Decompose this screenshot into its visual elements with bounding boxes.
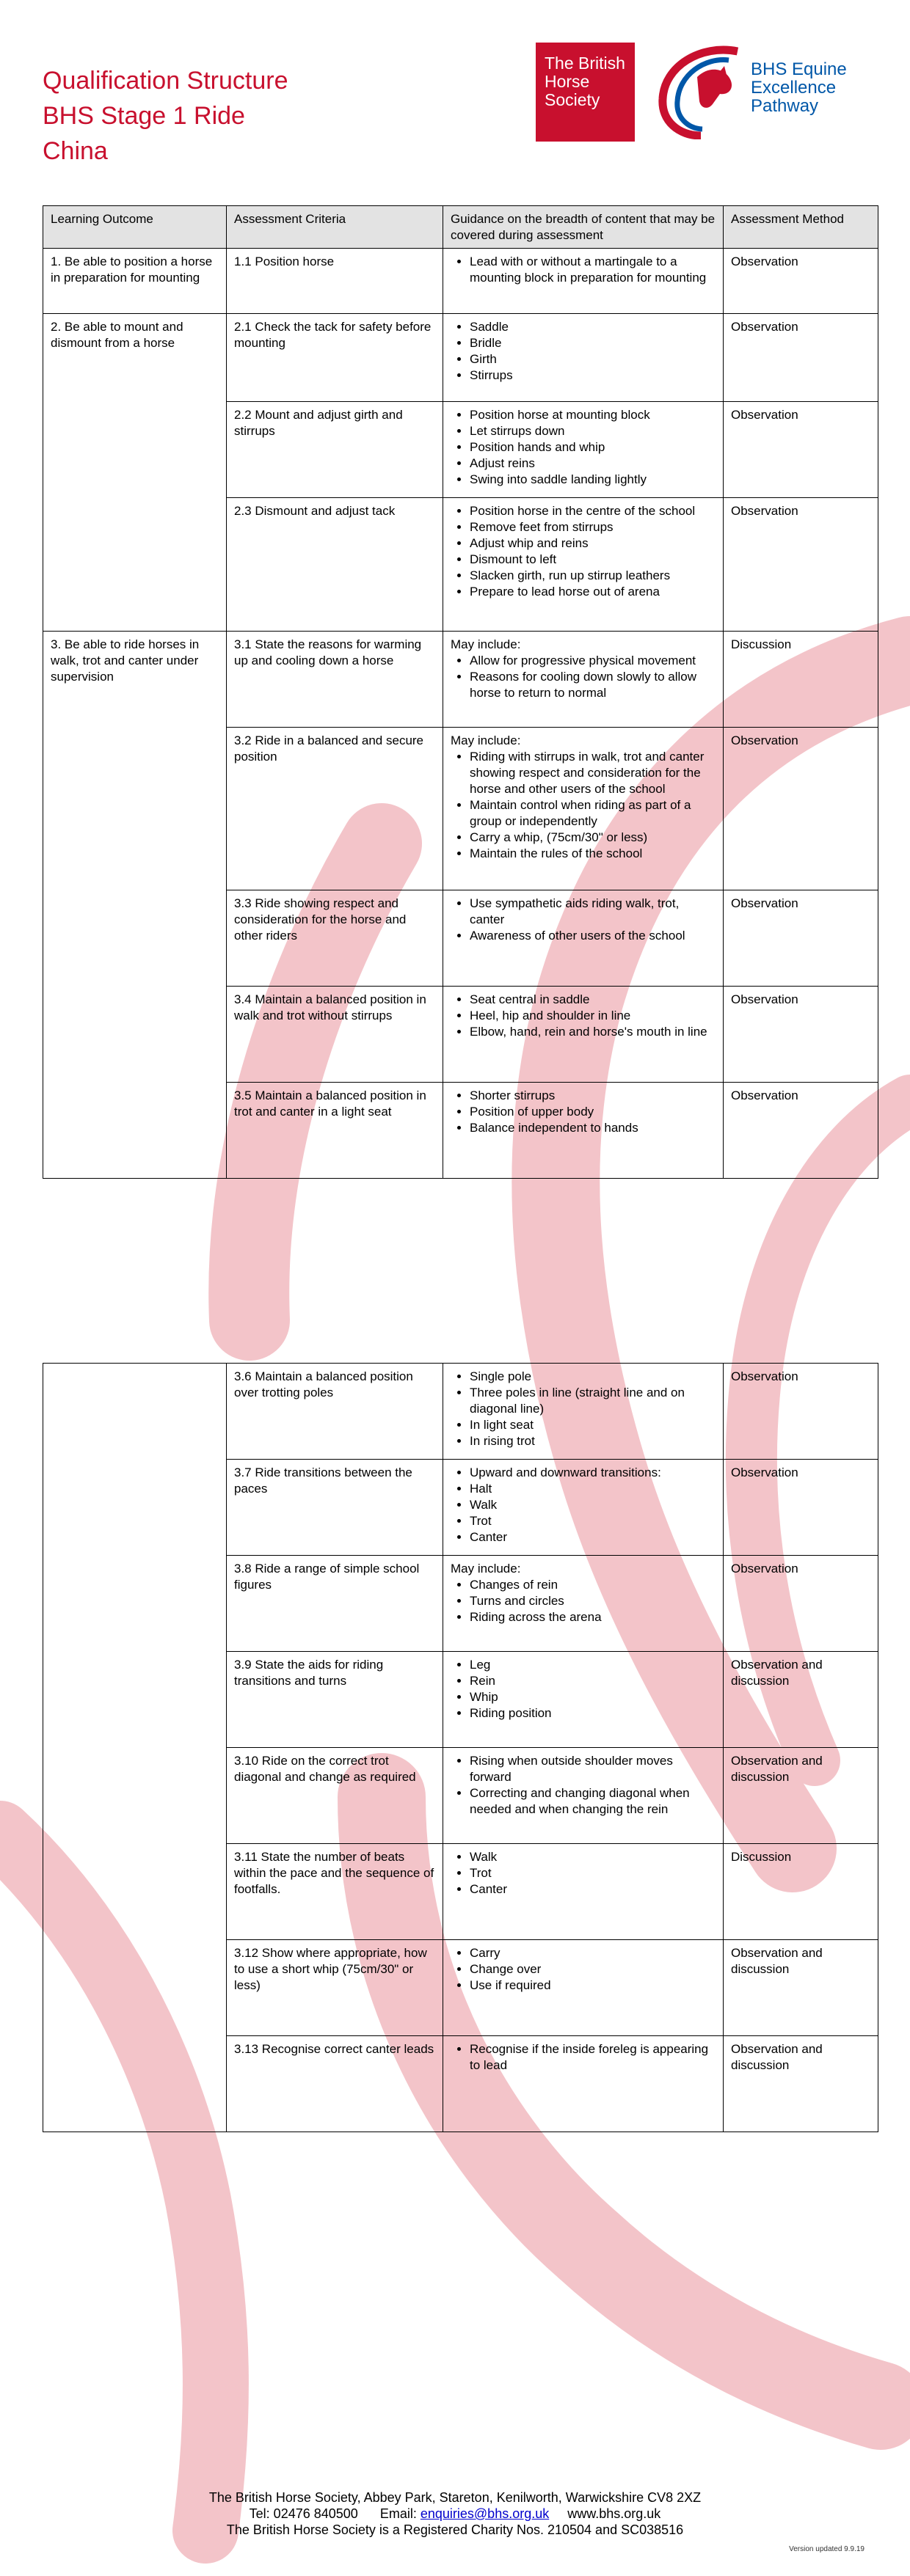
guidance-item: • Correcting and changing diagonal when needed and when changing the rein: [470, 1785, 716, 1818]
guidance-list: [451, 319, 716, 384]
method-cell: Observation: [724, 1460, 878, 1556]
method-cell: Observation: [724, 1083, 878, 1179]
pathway-logo-text: BHS Equine Excellence Pathway: [751, 59, 847, 116]
criteria-cell: 3.11 State the number of beats within the pace and the sequence of footfalls.: [227, 1844, 443, 1940]
footer-contact: [0, 2506, 910, 2522]
guidance-cell: [443, 1083, 724, 1179]
guidance-item: • Saddle: [470, 319, 716, 335]
guidance-cell: [443, 1460, 724, 1556]
criteria-cell: 3.4 Maintain a balanced position in walk and trot without stirrups: [227, 987, 443, 1083]
qualification-table-page-2: [43, 1363, 878, 2132]
guidance-item: • Use if required: [470, 1977, 716, 1994]
footer-address: The British Horse Society, Abbey Park, Stareton, Kenilworth, Warwickshire CV8 2XZ: [208, 2490, 702, 2505]
bhs-logo: [536, 43, 635, 142]
criteria-cell: 3.13 Recognise correct canter leads: [227, 2036, 443, 2132]
table-row: [43, 249, 878, 314]
criteria-cell: 3.2 Ride in a balanced and secure position: [227, 728, 443, 890]
criteria-cell: 3.8 Ride a range of simple school figures: [227, 1556, 443, 1652]
guidance-item: • Walk: [470, 1849, 716, 1865]
guidance-cell: [443, 1844, 724, 1940]
guidance-item: • Adjust whip and reins: [470, 535, 716, 552]
guidance-list: [451, 254, 716, 286]
guidance-item: • Dismount to left: [470, 552, 716, 568]
method-cell: Observation and discussion: [724, 2036, 878, 2132]
guidance-item: • Let stirrups down: [470, 423, 716, 439]
guidance-cell: [443, 1748, 724, 1844]
criteria-cell: 3.9 State the aids for riding transitions and turns: [227, 1652, 443, 1748]
criteria-cell: 3.3 Ride showing respect and consideration for the horse and other riders: [227, 890, 443, 987]
guidance-item: • Halt: [470, 1481, 716, 1497]
guidance-item: • Carry a whip, (75cm/30" or less): [470, 830, 716, 846]
criteria-cell: 3.10 Ride on the correct trot diagonal and change as required: [227, 1748, 443, 1844]
guidance-item: • Whip: [470, 1689, 716, 1705]
guidance-cell: [443, 402, 724, 498]
guidance-list: [451, 1577, 716, 1625]
guidance-item: • Position hands and whip: [470, 439, 716, 455]
guidance-intro: May include:: [451, 637, 521, 651]
guidance-item: • Slacken girth, run up stirrup leathers: [470, 568, 716, 584]
guidance-list: [451, 1945, 716, 1994]
guidance-intro: May include:: [451, 1562, 521, 1576]
guidance-item: • Maintain control when riding as part of a group or independently: [470, 797, 716, 830]
guidance-list: [451, 1369, 716, 1449]
guidance-list: [451, 1753, 716, 1818]
header-guidance: Guidance on the breadth of content that may be covered during assessment: [443, 206, 724, 249]
guidance-item: • Canter: [470, 1529, 716, 1545]
guidance-item: • Trot: [470, 1513, 716, 1529]
footer-website: www.bhs.org.uk: [567, 2506, 661, 2521]
title-line-2: BHS Stage 1 Ride: [43, 102, 245, 130]
guidance-item: • Position horse in the centre of the school: [470, 503, 716, 519]
table-header-row: [43, 206, 878, 249]
guidance-cell: [443, 2036, 724, 2132]
guidance-item: • Single pole: [470, 1369, 716, 1385]
guidance-item: • Adjust reins: [470, 455, 716, 472]
header-assessment-method: Assessment Method: [724, 206, 878, 249]
guidance-cell: [443, 314, 724, 402]
guidance-list: [451, 503, 716, 600]
method-cell: Observation: [724, 890, 878, 987]
guidance-item: • Lead with or without a martingale to a mounting block in preparation for mounting: [470, 254, 716, 286]
title-line-3: China: [43, 137, 108, 165]
guidance-item: • Change over: [470, 1961, 716, 1977]
method-cell: Observation and discussion: [724, 1748, 878, 1844]
method-cell: Observation: [724, 498, 878, 632]
guidance-intro: May include:: [451, 733, 521, 747]
guidance-item: • Upward and downward transitions:: [470, 1465, 716, 1481]
criteria-cell: 2.2 Mount and adjust girth and stirrups: [227, 402, 443, 498]
guidance-item: • Seat central in saddle: [470, 992, 716, 1008]
method-cell: Discussion: [724, 1844, 878, 1940]
method-cell: Observation and discussion: [724, 1652, 878, 1748]
guidance-list: [451, 749, 716, 862]
guidance-item: • Elbow, hand, rein and horse's mouth in line: [470, 1024, 716, 1040]
guidance-item: • In rising trot: [470, 1433, 716, 1449]
guidance-item: • Prepare to lead horse out of arena: [470, 584, 716, 600]
learning-outcome-empty: [43, 1364, 227, 2132]
guidance-item: • Riding across the arena: [470, 1609, 716, 1625]
guidance-item: • Rein: [470, 1673, 716, 1689]
table-row: [43, 1364, 878, 1460]
guidance-list: [451, 1657, 716, 1721]
method-cell: Observation: [724, 1364, 878, 1460]
guidance-list: [451, 2041, 716, 2074]
guidance-item: • Allow for progressive physical movement: [470, 653, 716, 669]
guidance-item: • Turns and circles: [470, 1593, 716, 1609]
guidance-item: • Leg: [470, 1657, 716, 1673]
guidance-item: • Bridle: [470, 335, 716, 351]
guidance-item: • Stirrups: [470, 367, 716, 384]
table-row: [43, 632, 878, 728]
method-cell: Observation: [724, 402, 878, 498]
guidance-item: • Canter: [470, 1881, 716, 1898]
guidance-item: • Balance independent to hands: [470, 1120, 716, 1136]
horse-head-icon: [657, 44, 749, 139]
method-cell: Observation: [724, 314, 878, 402]
guidance-item: • Recognise if the inside foreleg is appearing to lead: [470, 2041, 716, 2074]
guidance-item: • Awareness of other users of the school: [470, 928, 716, 944]
criteria-cell: 2.1 Check the tack for safety before mounting: [227, 314, 443, 402]
guidance-item: • Remove feet from stirrups: [470, 519, 716, 535]
guidance-item: • Walk: [470, 1497, 716, 1513]
guidance-item: • Swing into saddle landing lightly: [470, 472, 716, 488]
guidance-item: • Position horse at mounting block: [470, 407, 716, 423]
guidance-item: • Rising when outside shoulder moves forward: [470, 1753, 716, 1785]
criteria-cell: 3.7 Ride transitions between the paces: [227, 1460, 443, 1556]
footer-charity: The British Horse Society is a Registered Charity Nos. 210504 and SC038516: [226, 2522, 684, 2537]
guidance-cell: [443, 498, 724, 632]
footer-email-label: Email:: [379, 2506, 417, 2521]
guidance-item: • Trot: [470, 1865, 716, 1881]
guidance-cell: [443, 1364, 724, 1460]
guidance-list: [451, 992, 716, 1040]
method-cell: Observation: [724, 249, 878, 314]
guidance-list: [451, 1088, 716, 1136]
criteria-cell: 1.1 Position horse: [227, 249, 443, 314]
table-row: [43, 314, 878, 402]
method-cell: Observation: [724, 987, 878, 1083]
guidance-item: • Maintain the rules of the school: [470, 846, 716, 862]
version-note: Version updated 9.9.19: [789, 2545, 864, 2553]
guidance-item: • Three poles in line (straight line and on diagonal line): [470, 1385, 716, 1417]
qualification-table-page-1: [43, 205, 878, 1179]
criteria-cell: 3.1 State the reasons for warming up and cooling down a horse: [227, 632, 443, 728]
method-cell: Observation: [724, 1556, 878, 1652]
guidance-item: • Use sympathetic aids riding walk, trot, canter: [470, 896, 716, 928]
guidance-cell: [443, 890, 724, 987]
guidance-item: • Carry: [470, 1945, 716, 1961]
guidance-list: [451, 896, 716, 944]
guidance-cell: [443, 1556, 724, 1652]
footer-tel: Tel: 02476 840500: [249, 2506, 358, 2521]
learning-outcome-1: 1. Be able to position a horse in preparation for mounting: [43, 249, 227, 314]
header-assessment-criteria: Assessment Criteria: [227, 206, 443, 249]
learning-outcome-2: 2. Be able to mount and dismount from a horse: [43, 314, 227, 632]
criteria-cell: 3.5 Maintain a balanced position in trot and canter in a light seat: [227, 1083, 443, 1179]
method-cell: Observation and discussion: [724, 1940, 878, 2036]
header-learning-outcome: Learning Outcome: [43, 206, 227, 249]
title-block: [43, 63, 288, 169]
learning-outcome-3: 3. Be able to ride horses in walk, trot and canter under supervision: [43, 632, 227, 1179]
criteria-cell: 3.12 Show where appropriate, how to use a short whip (75cm/30" or less): [227, 1940, 443, 2036]
guidance-item: • Girth: [470, 351, 716, 367]
guidance-item: • Shorter stirrups: [470, 1088, 716, 1104]
guidance-cell: [443, 1652, 724, 1748]
method-cell: Observation: [724, 728, 878, 890]
criteria-cell: 2.3 Dismount and adjust tack: [227, 498, 443, 632]
title-line-1: Qualification Structure: [43, 67, 288, 95]
guidance-cell: [443, 1940, 724, 2036]
guidance-item: • Reasons for cooling down slowly to allow horse to return to normal: [470, 669, 716, 701]
guidance-item: • Riding position: [470, 1705, 716, 1721]
guidance-list: [451, 653, 716, 701]
guidance-list: [451, 1465, 716, 1545]
guidance-cell: [443, 249, 724, 314]
guidance-list: [451, 407, 716, 488]
footer-email-link[interactable]: enquiries@bhs.org.uk: [420, 2506, 550, 2521]
guidance-item: • Position of upper body: [470, 1104, 716, 1120]
bhs-logo-text: The British Horse Society: [545, 54, 625, 109]
guidance-list: [451, 1849, 716, 1898]
method-cell: Discussion: [724, 632, 878, 728]
guidance-cell: [443, 987, 724, 1083]
guidance-cell: [443, 728, 724, 890]
criteria-cell: 3.6 Maintain a balanced position over trotting poles: [227, 1364, 443, 1460]
guidance-item: • Changes of rein: [470, 1577, 716, 1593]
guidance-item: • In light seat: [470, 1417, 716, 1433]
guidance-item: • Heel, hip and shoulder in line: [470, 1008, 716, 1024]
guidance-cell: [443, 632, 724, 728]
guidance-item: • Riding with stirrups in walk, trot and canter showing respect and consideration for the horse and other users of the school: [470, 749, 716, 797]
